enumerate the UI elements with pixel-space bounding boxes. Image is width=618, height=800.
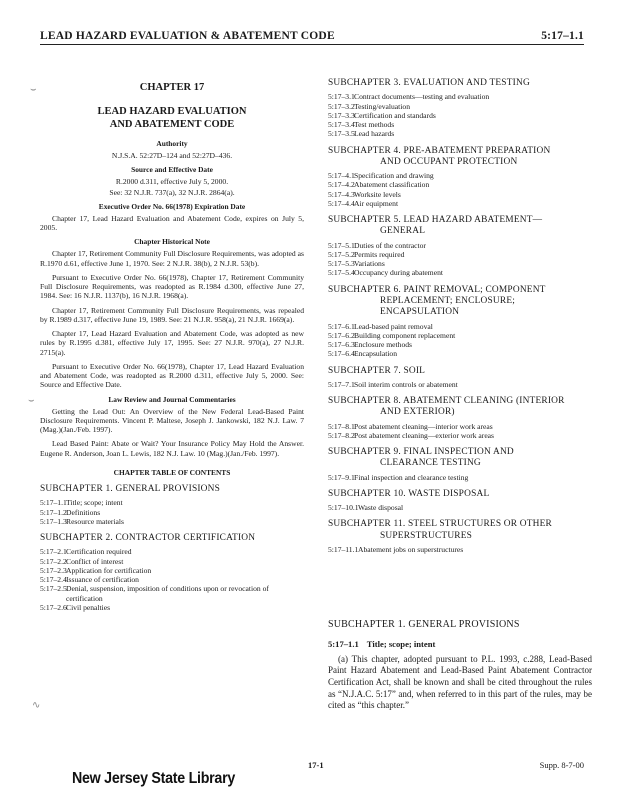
toc-item[interactable]: 5:17–2.4 Issuance of certification [40, 575, 139, 585]
toc-list-sub6 [328, 322, 592, 359]
toc-item[interactable]: 5:17–2.2 Conflict of interest [40, 556, 124, 566]
toc-item[interactable]: 5:17–6.2 Building component replacement [328, 330, 456, 340]
law-review-heading: Law Review and Journal Commentaries [108, 394, 236, 404]
page-number: 17-1 [308, 760, 324, 770]
running-header [40, 30, 584, 45]
toc-item[interactable]: 5:17–2.5 Denial, suspension, imposition of conditions upon or revocation of certification [40, 584, 269, 603]
toc-subchapter-10: SUBCHAPTER 10. WASTE DISPOSAL [328, 488, 490, 499]
chapter-number: CHAPTER 17 [139, 82, 205, 93]
toc-item[interactable]: 5:17–3.1 Contract documents—testing and evaluation [328, 92, 490, 102]
toc-subchapter-3: SUBCHAPTER 3. EVALUATION AND TESTING [328, 78, 530, 88]
margin-mark: ⌣ [30, 84, 37, 95]
margin-mark: ∿ [32, 700, 41, 711]
source-heading: Source and Effective Date [131, 165, 213, 175]
toc-subchapter-4: SUBCHAPTER 4. PRE-ABATEMENT PREPARATION AND OCCUPANT PROTECTION [328, 145, 551, 167]
toc-item[interactable]: 5:17–8.2 Post abatement cleaning—exterior work areas [328, 430, 495, 440]
toc-subchapter-2: SUBCHAPTER 2. CONTRACTOR CERTIFICATION [40, 533, 256, 544]
toc-item[interactable]: 5:17–8.1 Post abatement cleaning—interior work areas [328, 421, 493, 431]
library-stamp: New Jersey State Library [72, 770, 236, 787]
toc-list-sub8 [328, 422, 592, 441]
toc-list-sub11 [328, 545, 592, 554]
toc-item[interactable]: 5:17–5.3 Variations [328, 259, 385, 269]
historical-para: Chapter 17, Lead Hazard Evaluation and Abatement Code, was adopted as new rules by R.1995 d.381, effective July 17, 1995. See: 27 N.J.R. 970(a), 27 N.J.R. 2715(a). [40, 329, 304, 357]
header-section-ref: 5:17–1.1 [541, 30, 584, 42]
authority-text: N.J.S.A. 52:27D–124 and 52:27D–436. [111, 151, 233, 161]
toc-list-sub9 [328, 473, 592, 482]
toc-item[interactable]: 5:17–2.1 Certification required [40, 547, 132, 557]
toc-item[interactable]: 5:17–2.3 Application for certification [40, 565, 152, 575]
section-title: Title; scope; intent [366, 639, 436, 650]
toc-subchapter-5: SUBCHAPTER 5. LEAD HAZARD ABATEMENT— GENERAL [328, 215, 543, 237]
section-heading [328, 639, 592, 649]
historical-heading: Chapter Historical Note [134, 237, 210, 247]
eo-text: Chapter 17, Lead Hazard Evaluation and Abatement Code, expires on July 5, 2005. [40, 213, 304, 233]
law-review-para: Lead Based Paint: Abate or Wait? Your Insurance Policy May Hold the Answer. Eugene R. Anderson, Joan L. Lewis, 182 N.J. Law. 10 (Mag.)(Jan./Feb. 1997). [40, 439, 304, 458]
chapter-title: LEAD HAZARD EVALUATION AND ABATEMENT CODE [97, 105, 247, 130]
left-column [40, 82, 304, 612]
historical-para: Chapter 17, Retirement Community Full Disclosure Requirements, was repealed by R.1989 d.317, effective June 19, 1989. See: 21 N.J.R. 958(a), 21 N.J.R. 1669(a). [40, 305, 304, 324]
toc-item[interactable]: 5:17–4.4 Air equipment [328, 198, 399, 208]
body-subchapter-heading: SUBCHAPTER 1. GENERAL PROVISIONS [328, 619, 520, 631]
right-column [328, 78, 592, 712]
toc-list-sub3 [328, 92, 592, 138]
toc-item[interactable]: 5:17–3.3 Certification and standards [328, 110, 436, 120]
toc-list-sub4 [328, 171, 592, 208]
source-see: See: 32 N.J.R. 737(a), 32 N.J.R. 2864(a). [109, 187, 235, 197]
toc-item[interactable]: 5:17–7.1 Soil interim controls or abatement [328, 379, 458, 389]
toc-item[interactable]: 5:17–5.2 Permits required [328, 249, 405, 259]
header-title: LEAD HAZARD EVALUATION & ABATEMENT CODE [40, 30, 335, 42]
toc-item[interactable]: 5:17–10.1 Waste disposal [328, 503, 404, 513]
law-review-para: Getting the Lead Out: An Overview of the New Federal Lead-Based Paint Disclosure Requirements. Vincent P. Maltese, Joseph J. Jankowski, 182 N.J. Law. 7 (Mag.)(Jan./Feb. 1997). [40, 406, 304, 435]
toc-item[interactable]: 5:17–9.1 Final inspection and clearance testing [328, 472, 469, 482]
section-text: (a) This chapter, adopted pursuant to P.L. 1993, c.288, Lead-Based Paint Hazard Abatement and Lead-Based Paint Abatement Contractor Certification Act, shall be known and shall be cited throughout the rules as “N.J.A.C. 5:17” and, when referred to in this part of the rules, may be cited as “this chapter.” [328, 653, 592, 711]
toc-item[interactable]: 5:17–11.1 Abatement jobs on superstructures [328, 545, 464, 554]
toc-subchapter-1: SUBCHAPTER 1. GENERAL PROVISIONS [40, 483, 221, 494]
toc-list-sub5 [328, 241, 592, 278]
toc-heading: CHAPTER TABLE OF CONTENTS [113, 467, 231, 477]
toc-item[interactable]: 5:17–6.3 Enclosure methods [328, 340, 412, 349]
toc-item[interactable]: 5:17–3.2 Testing/evaluation [328, 101, 410, 111]
toc-item[interactable]: 5:17–3.4 Test methods [328, 120, 395, 130]
toc-item[interactable]: 5:17–4.2 Abatement classification [328, 180, 430, 190]
toc-list-sub10 [328, 503, 592, 512]
toc-item[interactable]: 5:17–6.1 Lead-based paint removal [328, 321, 433, 331]
toc-item[interactable]: 5:17–5.1 Duties of the contractor [328, 240, 426, 250]
toc-subchapter-7: SUBCHAPTER 7. SOIL [328, 365, 426, 376]
toc-item[interactable]: 5:17–5.4 Occupancy during abatement [328, 268, 443, 278]
toc-item[interactable]: 5:17–1.1 Title; scope; intent [40, 498, 123, 508]
toc-item[interactable]: 5:17–4.3 Worksite levels [328, 189, 401, 199]
toc-item[interactable]: 5:17–4.1 Specification and drawing [328, 171, 434, 181]
toc-item[interactable]: 5:17–1.2 Definitions [40, 507, 101, 517]
toc-subchapter-9: SUBCHAPTER 9. FINAL INSPECTION AND CLEARANCE TESTING [328, 447, 514, 469]
toc-item[interactable]: 5:17–3.5 Lead hazards [328, 129, 395, 139]
toc-list-sub7 [328, 380, 592, 389]
toc-list-sub2 [40, 547, 304, 612]
toc-subchapter-6: SUBCHAPTER 6. PAINT REMOVAL; COMPONENT REPLACEMENT; ENCLOSURE; ENCAPSULATION [328, 284, 546, 318]
toc-subchapter-8: SUBCHAPTER 8. ABATEMENT CLEANING (INTERIOR AND EXTERIOR) [328, 396, 565, 418]
supplement-date: Supp. 8-7-00 [539, 760, 584, 770]
toc-subchapter-11: SUBCHAPTER 11. STEEL STRUCTURES OR OTHER SUPERSTRUCTURES [328, 519, 552, 541]
margin-mark: ⌣ [28, 395, 35, 406]
toc-item[interactable]: 5:17–2.6 Civil penalties [40, 602, 111, 612]
eo-heading: Executive Order No. 66(1978) Expiration Date [98, 201, 246, 211]
toc-item[interactable]: 5:17–1.3 Resource materials [40, 516, 124, 526]
source-text: R.2000 d.311, effective July 5, 2000. [115, 177, 229, 187]
section-number: 5:17–1.1 [328, 639, 359, 650]
historical-para: Pursuant to Executive Order No. 66(1978), Chapter 17, Lead Hazard Evaluation and Abatement Code, was readopted as R.2000 d.311, effective July 5, 2000. See: Source and Effective Date. [40, 361, 304, 390]
toc-item[interactable]: 5:17–6.4 Encapsulation [328, 349, 398, 359]
toc-list-sub1 [40, 498, 304, 526]
historical-para: Chapter 17, Retirement Community Full Disclosure Requirements, was adopted as R.1970 d.61, effective June 1, 1970. See: 2 N.J.R. 38(b), 2 N.J.R. 53(b). [40, 249, 304, 268]
authority-heading: Authority [156, 139, 188, 149]
historical-para: Pursuant to Executive Order No. 66(1978), Chapter 17, Retirement Community Full Disclosure Requirements, was readopted as R.1984 d.300, effective June 27, 1984. See: 16 N.J.R. 1137(b), 16 N.J.R. 1968(a). [40, 272, 304, 301]
